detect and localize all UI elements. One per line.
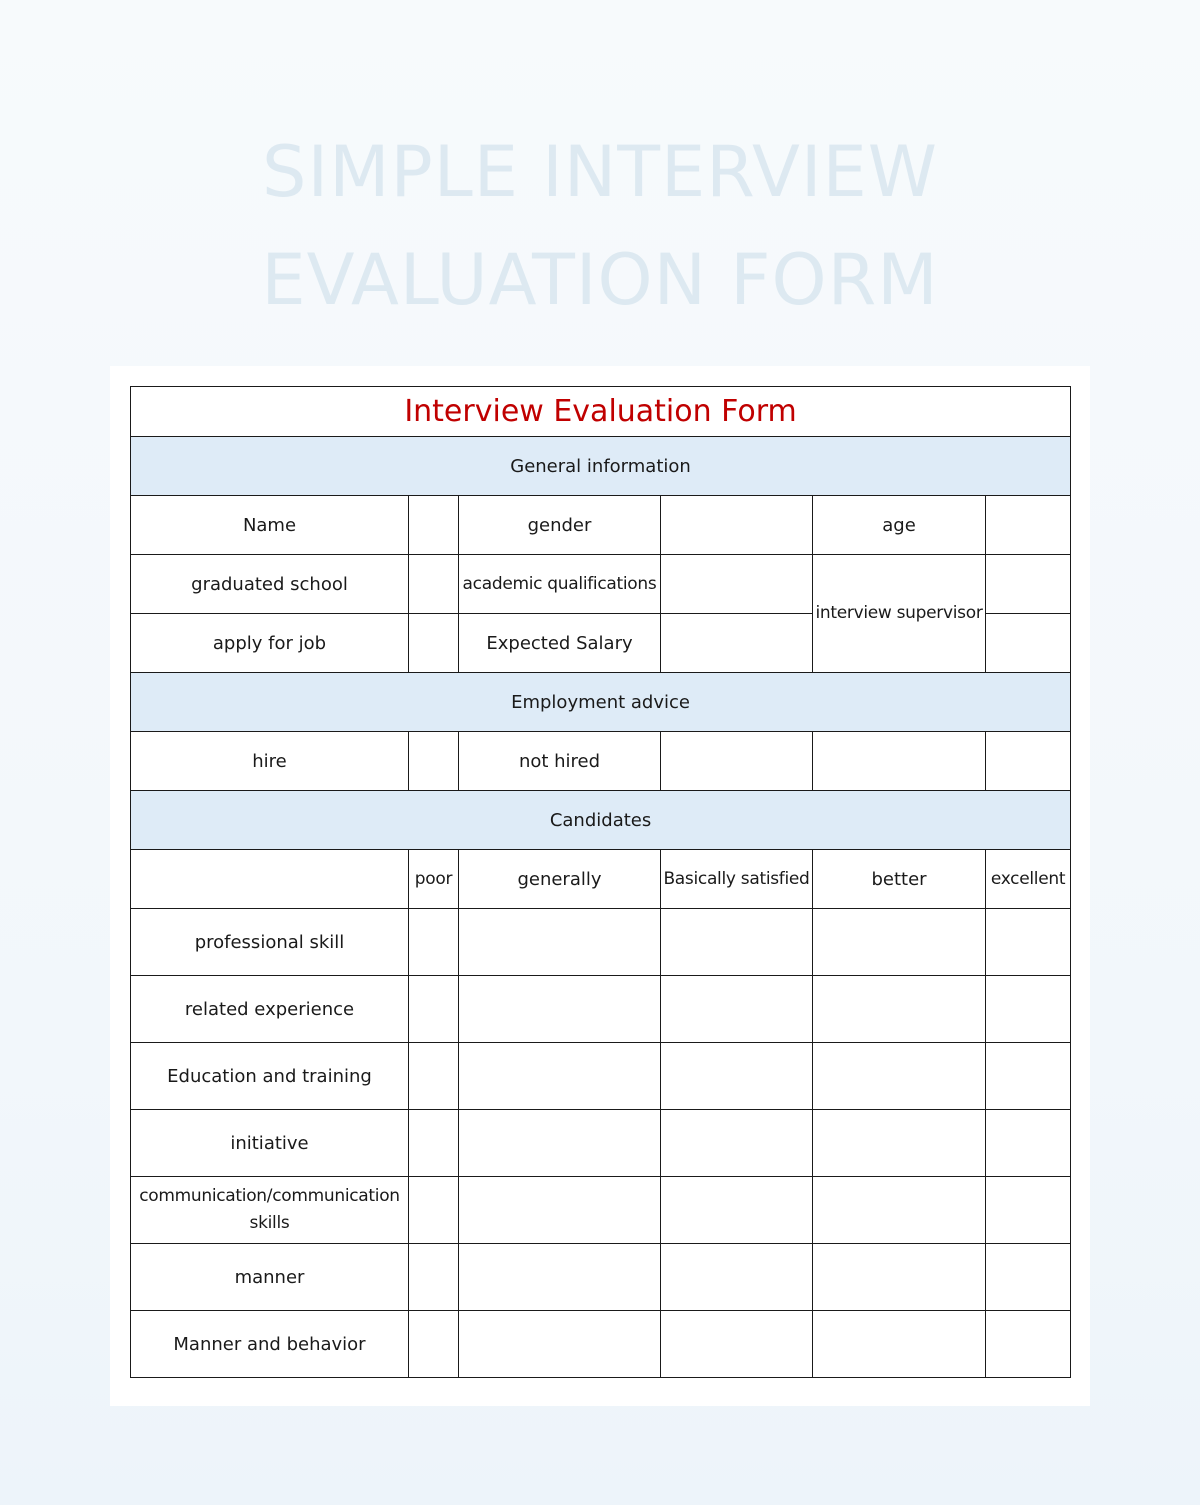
page-title-line-2: EVALUATION FORM — [261, 239, 939, 321]
academic-qualifications-value-cell[interactable] — [661, 555, 813, 614]
rating-cell[interactable] — [986, 976, 1071, 1043]
interview-supervisor-label: interview supervisor — [813, 555, 986, 673]
rating-cell[interactable] — [459, 1244, 661, 1311]
hire-checkbox-cell[interactable] — [409, 732, 459, 791]
section-employment-advice: Employment advice — [131, 673, 1071, 732]
expected-salary-label: Expected Salary — [459, 614, 661, 673]
name-label: Name — [131, 496, 409, 555]
expected-salary-value-cell[interactable] — [661, 614, 813, 673]
rating-cell[interactable] — [813, 1110, 986, 1177]
rating-cell[interactable] — [986, 1043, 1071, 1110]
rating-cell[interactable] — [661, 1244, 813, 1311]
rating-cell[interactable] — [409, 1311, 459, 1378]
rating-cell[interactable] — [459, 1311, 661, 1378]
rating-cell[interactable] — [986, 1311, 1071, 1378]
form-title: Interview Evaluation Form — [131, 387, 1071, 437]
rating-cell[interactable] — [986, 1177, 1071, 1244]
section-candidates: Candidates — [131, 791, 1071, 850]
rating-cell[interactable] — [459, 1177, 661, 1244]
rating-cell[interactable] — [986, 1244, 1071, 1311]
criterion-label: manner — [131, 1244, 409, 1311]
rating-cell[interactable] — [661, 1177, 813, 1244]
rating-cell[interactable] — [409, 976, 459, 1043]
criterion-label: Manner and behavior — [131, 1311, 409, 1378]
rating-cell[interactable] — [813, 976, 986, 1043]
rating-cell[interactable] — [459, 1110, 661, 1177]
rating-cell[interactable] — [409, 1244, 459, 1311]
academic-qualifications-label: academic qualifications — [459, 555, 661, 614]
rating-cell[interactable] — [409, 1110, 459, 1177]
rating-cell[interactable] — [661, 1043, 813, 1110]
not-hired-label: not hired — [459, 732, 661, 791]
page-title — [0, 118, 1200, 334]
rating-cell[interactable] — [813, 1244, 986, 1311]
criterion-label: communication/communication skills — [131, 1177, 409, 1244]
section-general-information: General information — [131, 437, 1071, 496]
rating-cell[interactable] — [813, 1043, 986, 1110]
employment-blank-cell[interactable] — [813, 732, 986, 791]
rating-cell[interactable] — [986, 1110, 1071, 1177]
interview-supervisor-value-cell-2[interactable] — [986, 614, 1071, 673]
rating-cell[interactable] — [813, 1311, 986, 1378]
interview-supervisor-value-cell[interactable] — [986, 555, 1071, 614]
criterion-label: Education and training — [131, 1043, 409, 1110]
gender-value-cell[interactable] — [661, 496, 813, 555]
age-value-cell[interactable] — [986, 496, 1071, 555]
apply-for-job-label: apply for job — [131, 614, 409, 673]
graduated-school-label: graduated school — [131, 555, 409, 614]
rating-cell[interactable] — [813, 1177, 986, 1244]
apply-for-job-value-cell[interactable] — [409, 614, 459, 673]
rating-header-basically-satisfied: Basically satisfied — [661, 850, 813, 909]
criterion-label: related experience — [131, 976, 409, 1043]
gender-label: gender — [459, 496, 661, 555]
not-hired-checkbox-cell[interactable] — [661, 732, 813, 791]
rating-cell[interactable] — [409, 1043, 459, 1110]
criteria-header-blank — [131, 850, 409, 909]
rating-cell[interactable] — [409, 909, 459, 976]
name-value-cell[interactable] — [409, 496, 459, 555]
criterion-label: professional skill — [131, 909, 409, 976]
rating-cell[interactable] — [459, 976, 661, 1043]
rating-cell[interactable] — [409, 1177, 459, 1244]
age-label: age — [813, 496, 986, 555]
rating-header-generally: generally — [459, 850, 661, 909]
rating-cell[interactable] — [661, 976, 813, 1043]
page-title-line-1: SIMPLE INTERVIEW — [262, 131, 938, 213]
interview-evaluation-table — [130, 386, 1071, 1378]
criterion-label: initiative — [131, 1110, 409, 1177]
rating-cell[interactable] — [459, 1043, 661, 1110]
rating-cell[interactable] — [661, 909, 813, 976]
rating-cell[interactable] — [813, 909, 986, 976]
rating-cell[interactable] — [459, 909, 661, 976]
rating-cell[interactable] — [986, 909, 1071, 976]
rating-cell[interactable] — [661, 1110, 813, 1177]
rating-header-excellent: excellent — [986, 850, 1071, 909]
rating-cell[interactable] — [661, 1311, 813, 1378]
rating-header-poor: poor — [409, 850, 459, 909]
hire-label: hire — [131, 732, 409, 791]
graduated-school-value-cell[interactable] — [409, 555, 459, 614]
employment-blank-cell[interactable] — [986, 732, 1071, 791]
rating-header-better: better — [813, 850, 986, 909]
